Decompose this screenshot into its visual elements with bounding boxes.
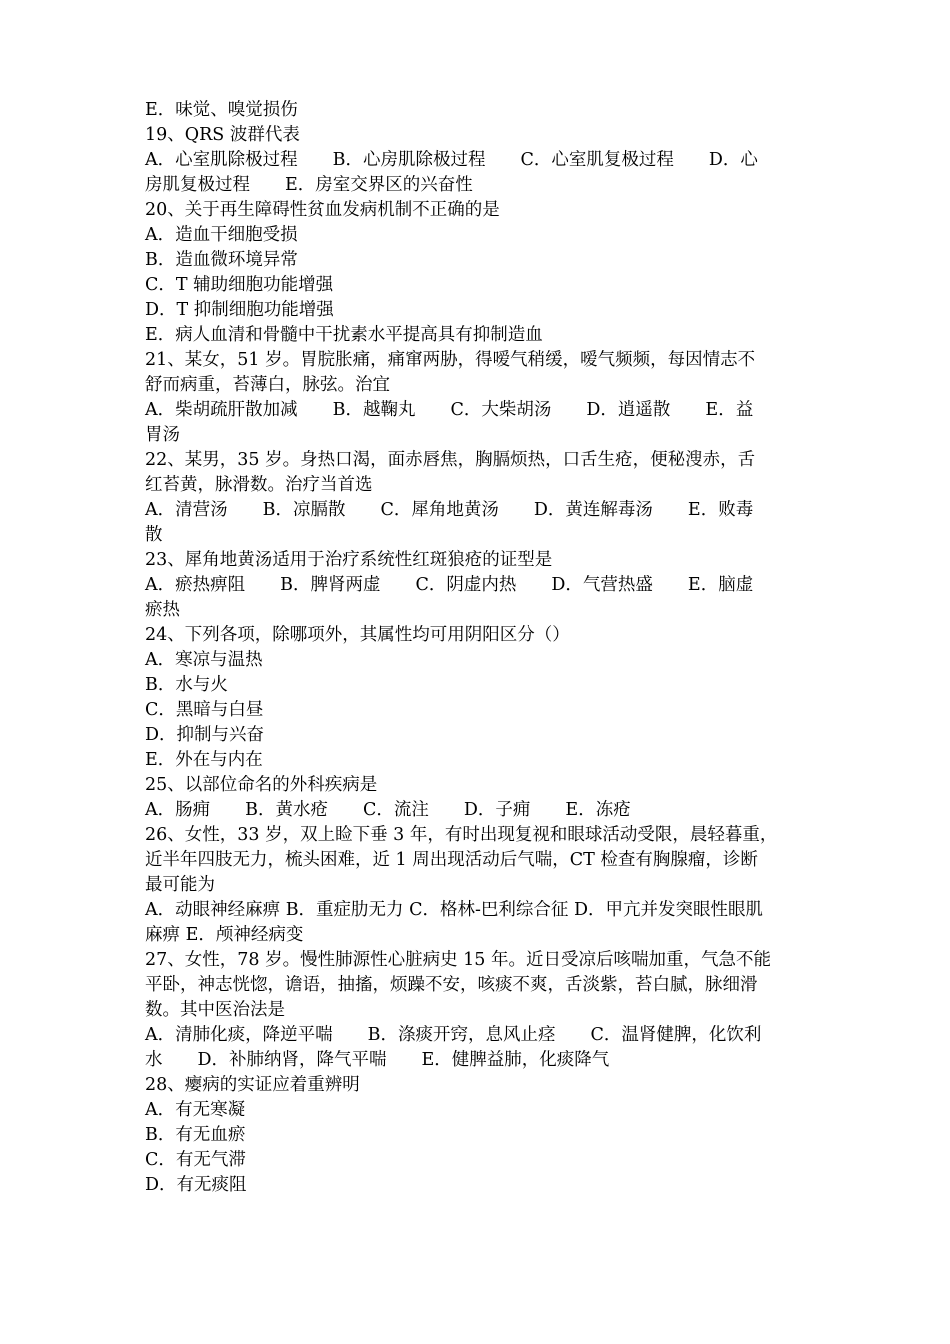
question-title: 数。其中医治法是 bbox=[145, 1000, 285, 1020]
question-title: 25、以部位命名的外科疾病是 bbox=[145, 775, 378, 795]
question-title: 26、女性，33 岁，双上睑下垂 3 年，有时出现复视和眼球活动受限，晨轻暮重， bbox=[145, 825, 778, 845]
question-title: 24、下列各项，除哪项外，其属性均可用阴阳区分（） bbox=[145, 625, 570, 645]
answer-options: 房肌复极过程 E．房室交界区的兴奋性 bbox=[145, 175, 473, 195]
answer-options: A．柴胡疏肝散加减 B．越鞠丸 C．大柴胡汤 D．逍遥散 E．益 bbox=[145, 400, 754, 420]
answer-option: A．寒凉与温热 bbox=[145, 650, 263, 670]
document-body bbox=[145, 98, 810, 1198]
text-line: E．味觉、嗅觉损伤 bbox=[145, 100, 298, 120]
answer-option: D．T 抑制细胞功能增强 bbox=[145, 300, 334, 320]
question-title: 21、某女，51 岁。胃脘胀痛，痛窜两胁，得嗳气稍缓，嗳气频频，每因情志不 bbox=[145, 350, 756, 370]
answer-options: A．心室肌除极过程 B．心房肌除极过程 C．心室肌复极过程 D．心 bbox=[145, 150, 758, 170]
question-title: 近半年四肢无力，梳头困难，近 1 周出现活动后气喘，CT 检查有胸腺瘤，诊断 bbox=[145, 850, 758, 870]
answer-options: 麻痹 E．颅神经病变 bbox=[145, 925, 304, 945]
answer-option: E．外在与内在 bbox=[145, 750, 263, 770]
question-title: 红苔黄，脉滑数。治疗当首选 bbox=[145, 475, 373, 495]
answer-options: A．瘀热痹阻 B．脾肾两虚 C．阴虚内热 D．气营热盛 E．脑虚 bbox=[145, 575, 754, 595]
answer-options: 散 bbox=[145, 525, 163, 545]
question-title: 20、关于再生障碍性贫血发病机制不正确的是 bbox=[145, 200, 500, 220]
question-title: 平卧，神志恍惚，谵语，抽搐，烦躁不安，咳痰不爽，舌淡紫，苔白腻，脉细滑 bbox=[145, 975, 758, 995]
answer-option: B．造血微环境异常 bbox=[145, 250, 298, 270]
question-title: 舒而病重，苔薄白，脉弦。治宜 bbox=[145, 375, 390, 395]
answer-option: C．有无气滞 bbox=[145, 1150, 246, 1170]
answer-option: D．有无痰阻 bbox=[145, 1175, 247, 1195]
answer-options: A．动眼神经麻痹 B．重症肋无力 C．格林-巴利综合征 D．甲亢并发突眼性眼肌 bbox=[145, 900, 764, 920]
answer-option: C．黑暗与白昼 bbox=[145, 700, 264, 720]
answer-option: C．T 辅助细胞功能增强 bbox=[145, 275, 334, 295]
question-title: 28、瘿病的实证应着重辨明 bbox=[145, 1075, 360, 1095]
question-title: 22、某男，35 岁。身热口渴，面赤唇焦，胸膈烦热，口舌生疮，便秘溲赤，舌 bbox=[145, 450, 756, 470]
answer-option: B．水与火 bbox=[145, 675, 228, 695]
question-title: 23、犀角地黄汤适用于治疗系统性红斑狼疮的证型是 bbox=[145, 550, 553, 570]
answer-options: A．清营汤 B．凉膈散 C．犀角地黄汤 D．黄连解毒汤 E．败毒 bbox=[145, 500, 754, 520]
question-title: 27、女性，78 岁。慢性肺源性心脏病史 15 年。近日受凉后咳喘加重，气急不能 bbox=[145, 950, 771, 970]
answer-option: A．造血干细胞受损 bbox=[145, 225, 298, 245]
answer-option: B．有无血瘀 bbox=[145, 1125, 246, 1145]
question-title: 最可能为 bbox=[145, 875, 215, 895]
answer-options: 胃汤 bbox=[145, 425, 180, 445]
answer-option: E．病人血清和骨髓中干扰素水平提高具有抑制造血 bbox=[145, 325, 543, 345]
answer-options: A．肠痈 B．黄水疮 C．流注 D．子痈 E．冻疮 bbox=[145, 800, 631, 820]
answer-options: A．清肺化痰，降逆平喘 B．涤痰开窍，息风止痉 C．温肾健脾，化饮利 bbox=[145, 1025, 762, 1045]
answer-options: 水 D．补肺纳肾，降气平喘 E．健脾益肺，化痰降气 bbox=[145, 1050, 610, 1070]
answer-options: 瘀热 bbox=[145, 600, 180, 620]
answer-option: A．有无寒凝 bbox=[145, 1100, 246, 1120]
answer-option: D．抑制与兴奋 bbox=[145, 725, 265, 745]
question-title: 19、QRS 波群代表 bbox=[145, 125, 300, 145]
